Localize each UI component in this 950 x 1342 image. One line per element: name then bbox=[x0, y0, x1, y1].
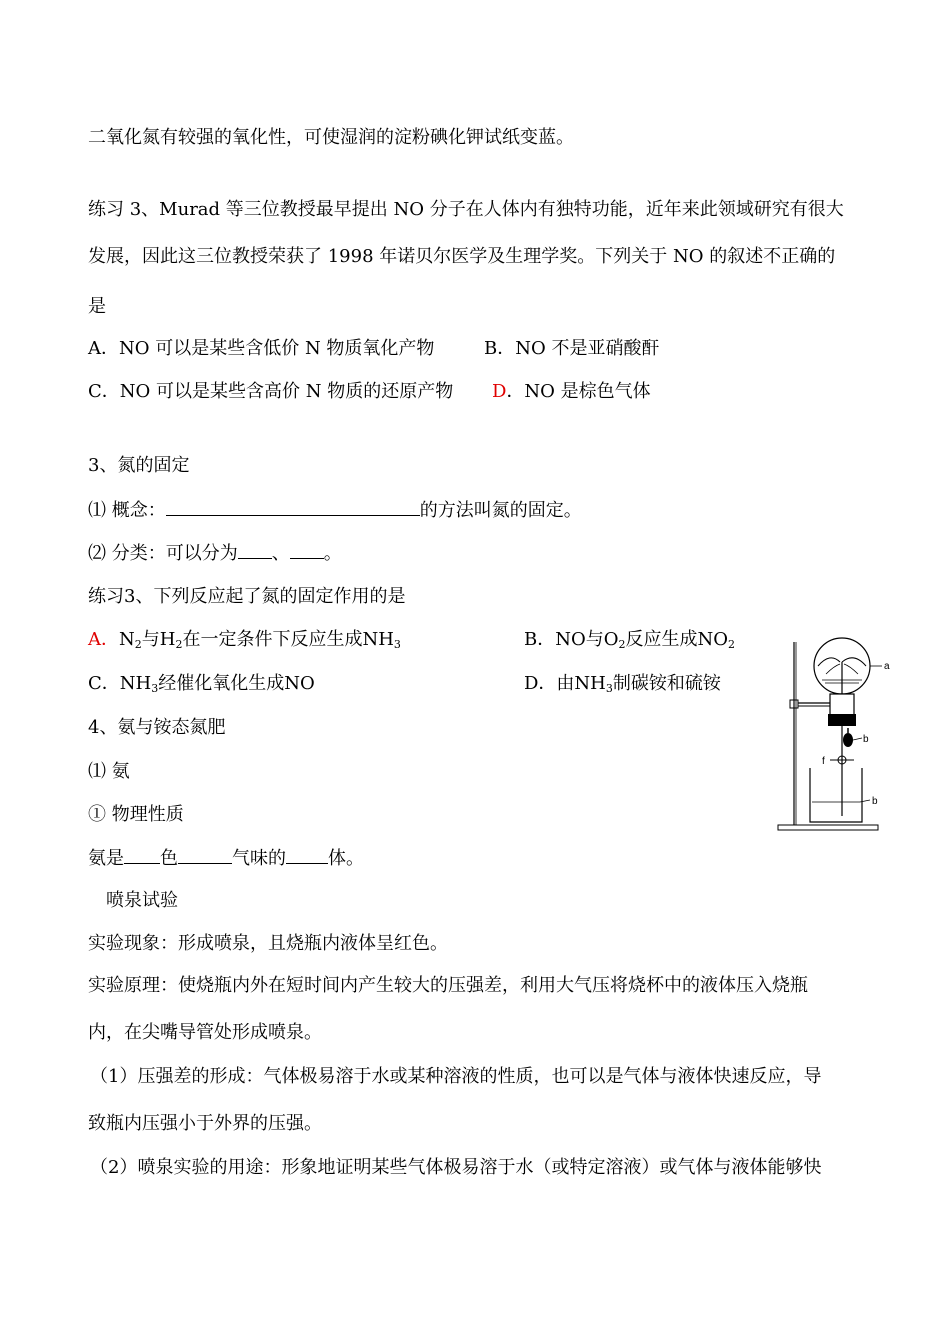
formula-part: 与H bbox=[141, 629, 176, 650]
classification-blank-2 bbox=[290, 542, 324, 559]
subscript: 2 bbox=[175, 638, 183, 651]
paragraph-no2-oxidizing: 二氧化氮有较强的氧化性，可使湿润的淀粉碘化钾试纸变蓝。 bbox=[88, 127, 574, 148]
answer-letter-a: A bbox=[88, 629, 101, 650]
exercise3b-option-b bbox=[524, 629, 735, 651]
formula-part: 在一定条件下反应生成NH bbox=[182, 629, 394, 650]
props-text: 气味的 bbox=[232, 848, 286, 869]
props-text: 色 bbox=[160, 848, 178, 869]
exercise3b-stem: 练习3、下列反应起了氮的固定作用的是 bbox=[88, 586, 406, 607]
label-b-dropper: b bbox=[863, 734, 869, 745]
color-blank bbox=[124, 847, 160, 864]
dropper-bulb bbox=[843, 733, 853, 747]
section3-title: 3、氮的固定 bbox=[88, 455, 190, 476]
fountain-principle-line1: 实验原理：使烧瓶内外在短时间内产生较大的压强差，利用大气压将烧杯中的液体压入烧瓶 bbox=[88, 975, 808, 996]
formula-part: D．由NH bbox=[524, 673, 606, 694]
exercise3-stem-line3: 是 bbox=[88, 296, 106, 317]
formula-part: 经催化氧化生成NO bbox=[158, 673, 315, 694]
fountain-principle-line2: 内，在尖嘴导管处形成喷泉。 bbox=[88, 1022, 322, 1043]
section4-title: 4、氨与铵态氮肥 bbox=[88, 717, 226, 738]
state-blank bbox=[286, 847, 328, 864]
classification-end: 。 bbox=[323, 543, 342, 564]
subscript: 2 bbox=[134, 638, 142, 651]
section3-concept bbox=[88, 499, 582, 522]
pressure-difference-line2: 致瓶内压强小于外界的压强。 bbox=[88, 1113, 322, 1134]
exercise3-option-b: B．NO 不是亚硝酸酐 bbox=[484, 338, 660, 359]
fountain-phenomenon: 实验现象：形成喷泉，且烧瓶内液体呈红色。 bbox=[88, 933, 448, 954]
subscript: 3 bbox=[151, 682, 159, 695]
formula-part: 制碳铵和硫铵 bbox=[612, 673, 721, 694]
option-d-text: ．NO 是棕色气体 bbox=[506, 381, 651, 402]
subscript: 3 bbox=[605, 682, 613, 695]
exercise3b-option-d bbox=[524, 673, 721, 695]
pressure-difference-line1: （1）压强差的形成：气体极易溶于水或某种溶液的性质，也可以是气体与液体快速反应，导 bbox=[90, 1066, 822, 1087]
label-f: f bbox=[822, 756, 825, 767]
exercise3-option-a: A．NO 可以是某些含低价 N 物质氧化产物 bbox=[88, 338, 435, 359]
fountain-apparatus-diagram bbox=[772, 636, 902, 840]
formula-part: C．NH bbox=[88, 673, 152, 694]
concept-blank bbox=[166, 499, 420, 516]
label-b-beaker: b bbox=[872, 796, 878, 807]
props-text: 体。 bbox=[328, 848, 364, 869]
exercise3-stem-line1: 练习 3、Murad 等三位教授最早提出 NO 分子在人体内有独特功能，近年来此领域研究有很大 bbox=[88, 199, 844, 220]
fountain-uses-line1: （2）喷泉实验的用途：形象地证明某些气体极易溶于水（或特定溶液）或气体与液体能够快 bbox=[90, 1157, 822, 1178]
subscript: 2 bbox=[618, 638, 626, 651]
classification-blank-1 bbox=[238, 542, 272, 559]
classification-separator: 、 bbox=[271, 543, 290, 564]
section3-classification bbox=[88, 542, 342, 565]
subscript: 3 bbox=[393, 638, 401, 651]
fountain-heading: 喷泉试验 bbox=[106, 890, 178, 911]
exercise3-stem-line2: 发展，因此这三位教授荣获了 1998 年诺贝尔医学及生理学奖。下列关于 NO 的叙述不正确的 bbox=[88, 246, 836, 267]
exercise3-option-d bbox=[492, 381, 651, 403]
answer-dot: ． bbox=[101, 629, 119, 650]
answer-letter-d: D bbox=[492, 381, 507, 402]
ammonia-properties-fill bbox=[88, 847, 364, 870]
formula-part: 反应生成NO bbox=[625, 629, 729, 650]
props-text: 氨是 bbox=[88, 848, 124, 869]
concept-label: ⑴ 概念： bbox=[88, 500, 166, 521]
exercise3b-option-a bbox=[88, 629, 401, 651]
label-a: a bbox=[884, 661, 890, 672]
subscript: 2 bbox=[728, 638, 736, 651]
exercise3b-option-c bbox=[88, 673, 315, 695]
stand-base bbox=[778, 825, 878, 830]
section4-physical-properties: ① 物理性质 bbox=[88, 804, 184, 825]
section4-sub-ammonia: ⑴ 氨 bbox=[88, 761, 130, 782]
beaker bbox=[810, 768, 862, 822]
odor-blank bbox=[178, 847, 232, 864]
rubber-stopper bbox=[828, 714, 856, 726]
formula-part: N bbox=[119, 629, 135, 650]
formula-part: B．NO与O bbox=[524, 629, 619, 650]
exercise3-option-c: C．NO 可以是某些含高价 N 物质的还原产物 bbox=[88, 381, 454, 402]
concept-suffix: 的方法叫氮的固定。 bbox=[419, 500, 582, 521]
classification-label: ⑵ 分类：可以分为 bbox=[88, 543, 238, 564]
flask-neck-stopper bbox=[830, 694, 854, 716]
